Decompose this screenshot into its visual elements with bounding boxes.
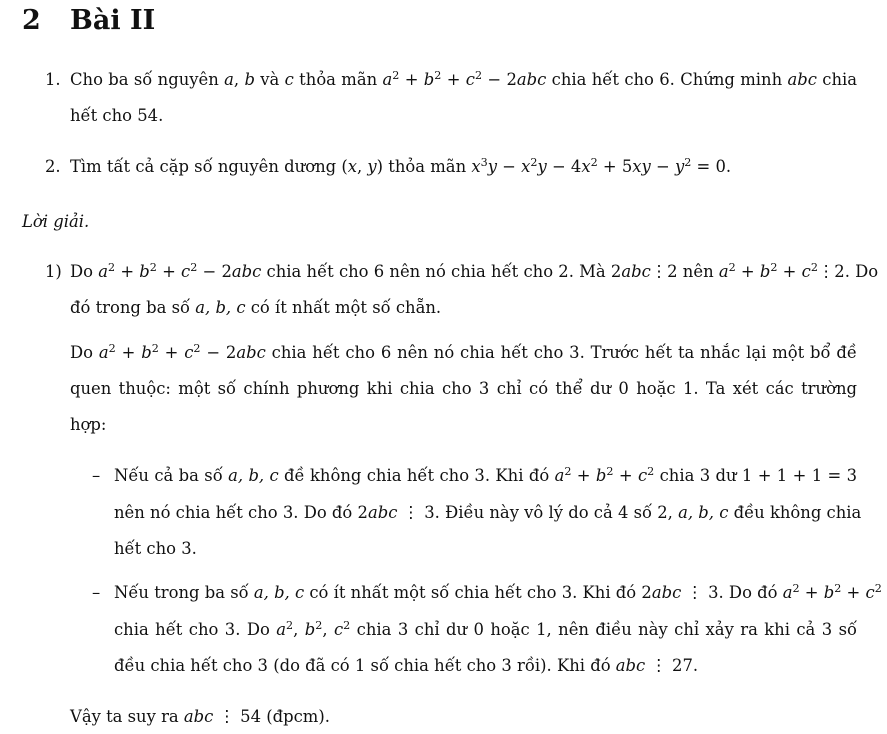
part-1-line-1: Do $a^2 + b^2 + c^2 - 2abc$ chia hết cho 6 nên nó chia hết cho 2. Mà 2abc⋮2 nên $a^2 + b^2$ + $c^2⋮2$. Do [70, 260, 879, 281]
section-number: 2 [22, 5, 41, 36]
section-heading [22, 4, 155, 38]
case-1-line-1: Nếu cả ba số a, b, c đề không chia hết cho 3. Khi đó $a^2 + b^2 + c^2$ chia 3 dư 1 + 1 + 1 = 3 [114, 464, 858, 485]
part-1-para-2-line-2: quen thuộc: một số chính phương khi chia cho 3 chỉ có thể dư 0 hoặc 1. Ta xét các trường [70, 379, 857, 398]
section-title: Bài II [70, 5, 156, 36]
problem-1-line-1: Cho ba số nguyên a, b và c thỏa mãn $a^2 + b^2 + c^2 - 2abc$ chia hết cho 6. Chứng minh abc chia [70, 68, 858, 89]
part-1-label: 1) [45, 262, 62, 281]
problem-1-label: 1. [45, 70, 61, 89]
problem-2-label: 2. [45, 157, 61, 176]
case-2-line-3: đều chia hết cho 3 (do đã có 1 số chia hết cho 3 rồi). Khi đó abc ⋮ 27. [114, 656, 699, 675]
case-1-bullet: – [92, 466, 101, 485]
solution-label: Lời giải. [22, 212, 90, 231]
part-1-para-2-line-1: Do $a^2 + b^2 + c^2 - 2abc$ chia hết cho 6 nên nó chia hết cho 3. Trước hết ta nhắc lại một bổ đề [70, 341, 857, 362]
part-1-line-2: đó trong ba số a, b, c có ít nhất một số chẵn. [70, 298, 442, 317]
case-1-line-3: hết cho 3. [114, 539, 197, 558]
problem-2-line: Tìm tất cả cặp số nguyên dương (x, y) thỏa mãn $x^3y - x^2y - 4x^2 + 5xy - y^2 = 0$. [70, 155, 732, 176]
case-2-line-2: chia hết cho 3. Do $a^2$, $b^2$, $c^2$ chia 3 chỉ dư 0 hoặc 1, nên điều này chỉ xảy ra khi cả 3 số [114, 618, 858, 639]
case-2-bullet: – [92, 583, 101, 602]
problem-1-line-2: hết cho 54. [70, 106, 164, 125]
case-2-line-1: Nếu trong ba số a, b, c có ít nhất một số chia hết cho 3. Khi đó 2abc ⋮ 3. Do đó $a^2 + b^2 + c^2$ [114, 581, 882, 602]
part-1-para-2-line-3: hợp: [70, 415, 107, 434]
conclusion-line: Vậy ta suy ra abc ⋮ 54 (đpcm). [70, 707, 330, 726]
case-1-line-2: nên nó chia hết cho 3. Do đó 2abc ⋮ 3. Điều này vô lý do cả 4 số 2, a, b, c đều không chia [114, 503, 862, 522]
